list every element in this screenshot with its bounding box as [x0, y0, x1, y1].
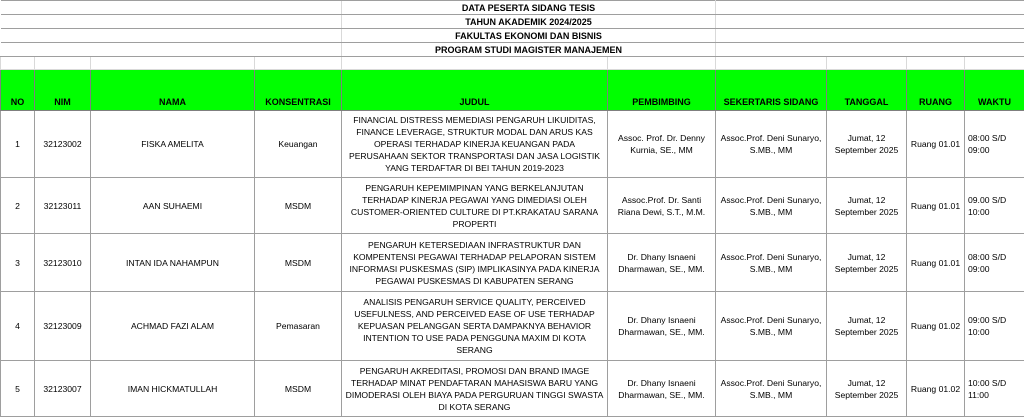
cell-judul: FINANCIAL DISTRESS MEMEDIASI PENGARUH LIKUIDITAS, FINANCE LEVERAGE, STRUKTUR MODAL DAN ARUS KAS OPERASI TERHADAP KINERJA KEUANGAN PADA PERUSAHAAN SEKTOR TRANSPORTASI DAN JASA LOGISTIK YANG TERDAFTAR DI BEI TAHUN 2019-2023 — [342, 111, 608, 178]
table-row — [1, 361, 1024, 417]
cell-konsentrasi: Keuangan — [255, 111, 342, 178]
header-ruang: RUANG — [907, 70, 965, 111]
cell-nim: 32123010 — [35, 234, 91, 292]
cell-nim: 32123002 — [35, 111, 91, 178]
cell-pembimbing: Dr. Dhany Isnaeni Dharmawan, SE., MM. — [608, 234, 716, 292]
cell-pembimbing: Assoc.Prof. Dr. Santi Riana Dewi, S.T., M.M. — [608, 178, 716, 234]
cell-no: 4 — [1, 292, 35, 361]
cell-sekretaris: Assoc.Prof. Deni Sunaryo, S.MB., MM — [716, 178, 827, 234]
cell-no: 1 — [1, 111, 35, 178]
cell-pembimbing: Dr. Dhany Isnaeni Dharmawan, SE., MM. — [608, 361, 716, 417]
cell-no: 5 — [1, 361, 35, 417]
cell-ruang: Ruang 01.02 — [907, 292, 965, 361]
cell-konsentrasi: MSDM — [255, 361, 342, 417]
blank-row — [1, 57, 1024, 70]
cell-tanggal: Jumat, 12 September 2025 — [827, 292, 907, 361]
cell-ruang: Ruang 01.01 — [907, 178, 965, 234]
cell-tanggal: Jumat, 12 September 2025 — [827, 111, 907, 178]
cell-tanggal: Jumat, 12 September 2025 — [827, 234, 907, 292]
header-pembimbing: PEMBIMBING — [608, 70, 716, 111]
cell-no: 3 — [1, 234, 35, 292]
cell-pembimbing: Dr. Dhany Isnaeni Dharmawan, SE., MM. — [608, 292, 716, 361]
cell-nama: INTAN IDA NAHAMPUN — [91, 234, 255, 292]
academic-year: TAHUN AKADEMIK 2024/2025 — [342, 15, 716, 29]
cell-nama: AAN SUHAEMI — [91, 178, 255, 234]
table-row — [1, 178, 1024, 234]
cell-tanggal: Jumat, 12 September 2025 — [827, 361, 907, 417]
title-row-2 — [1, 15, 1024, 29]
header-no: NO — [1, 70, 35, 111]
faculty: FAKULTAS EKONOMI DAN BISNIS — [342, 29, 716, 43]
header-konsentrasi: KONSENTRASI — [255, 70, 342, 111]
cell-konsentrasi: MSDM — [255, 178, 342, 234]
cell-sekretaris: Assoc.Prof. Deni Sunaryo, S.MB., MM — [716, 292, 827, 361]
cell-judul: PENGARUH KEPEMIMPINAN YANG BERKELANJUTAN TERHADAP KINERJA PEGAWAI YANG DIMEDIASI OLEH CUSTOMER-ORIENTED CULTURE DI PT.KRAKATAU SARANA PROPERTI — [342, 178, 608, 234]
cell-ruang: Ruang 01.02 — [907, 361, 965, 417]
cell-sekretaris: Assoc.Prof. Deni Sunaryo, S.MB., MM — [716, 111, 827, 178]
cell-nim: 32123011 — [35, 178, 91, 234]
header-waktu: WAKTU — [965, 70, 1024, 111]
study-program: PROGRAM STUDI MAGISTER MANAJEMEN — [342, 43, 716, 57]
cell-ruang: Ruang 01.01 — [907, 111, 965, 178]
header-row — [1, 70, 1024, 111]
cell-konsentrasi: MSDM — [255, 234, 342, 292]
table-row — [1, 234, 1024, 292]
title-row-4 — [1, 43, 1024, 57]
cell-pembimbing: Assoc. Prof. Dr. Denny Kurnia, SE., MM — [608, 111, 716, 178]
table-row — [1, 292, 1024, 361]
table-row — [1, 111, 1024, 178]
cell-judul: PENGARUH AKREDITASI, PROMOSI DAN BRAND IMAGE TERHADAP MINAT PENDAFTARAN MAHASISWA BARU YANG DIMODERASI OLEH BIAYA PADA PERGURUAN TINGGI SWASTA DI KOTA SERANG — [342, 361, 608, 417]
cell-nim: 32123009 — [35, 292, 91, 361]
cell-waktu: 08:00 S/D 09:00 — [965, 234, 1024, 292]
cell-sekretaris: Assoc.Prof. Deni Sunaryo, S.MB., MM — [716, 234, 827, 292]
cell-waktu: 08:00 S/D 09:00 — [965, 111, 1024, 178]
cell-waktu: 10:00 S/D 11:00 — [965, 361, 1024, 417]
cell-sekretaris: Assoc.Prof. Deni Sunaryo, S.MB., MM — [716, 361, 827, 417]
cell-nama: IMAN HICKMATULLAH — [91, 361, 255, 417]
cell-judul: ANALISIS PENGARUH SERVICE QUALITY, PERCEIVED USEFULNESS, AND PERCEIVED EASE OF USE TERHADAP KEPUASAN PELANGGAN SERTA DAMPAKNYA BEHAVIOR INTENTION TO USE PADA PENGGUNA MAXIM DI KOTA SERANG — [342, 292, 608, 361]
cell-judul: PENGARUH KETERSEDIAAN INFRASTRUKTUR DAN KOMPENTENSI PEGAWAI TERHADAP PELAPORAN SISTEM INFORMASI PUSKESMAS (SIP) IMPLIKASINYA PADA KINERJA PEGAWAI PUSKESMAS DI KABUPATEN SERANG — [342, 234, 608, 292]
header-nim: NIM — [35, 70, 91, 111]
cell-waktu: 09:00 S/D 10:00 — [965, 292, 1024, 361]
doc-title: DATA PESERTA SIDANG TESIS — [342, 1, 716, 15]
cell-nim: 32123007 — [35, 361, 91, 417]
cell-nama: FISKA AMELITA — [91, 111, 255, 178]
title-row-1 — [1, 1, 1024, 15]
cell-waktu: 09.00 S/D 10:00 — [965, 178, 1024, 234]
cell-konsentrasi: Pemasaran — [255, 292, 342, 361]
cell-nama: ACHMAD FAZI ALAM — [91, 292, 255, 361]
cell-no: 2 — [1, 178, 35, 234]
header-judul: JUDUL — [342, 70, 608, 111]
header-sekretaris: SEKERTARIS SIDANG — [716, 70, 827, 111]
title-row-3 — [1, 29, 1024, 43]
header-nama: NAMA — [91, 70, 255, 111]
cell-ruang: Ruang 01.01 — [907, 234, 965, 292]
cell-tanggal: Jumat, 12 September 2025 — [827, 178, 907, 234]
header-tanggal: TANGGAL — [827, 70, 907, 111]
